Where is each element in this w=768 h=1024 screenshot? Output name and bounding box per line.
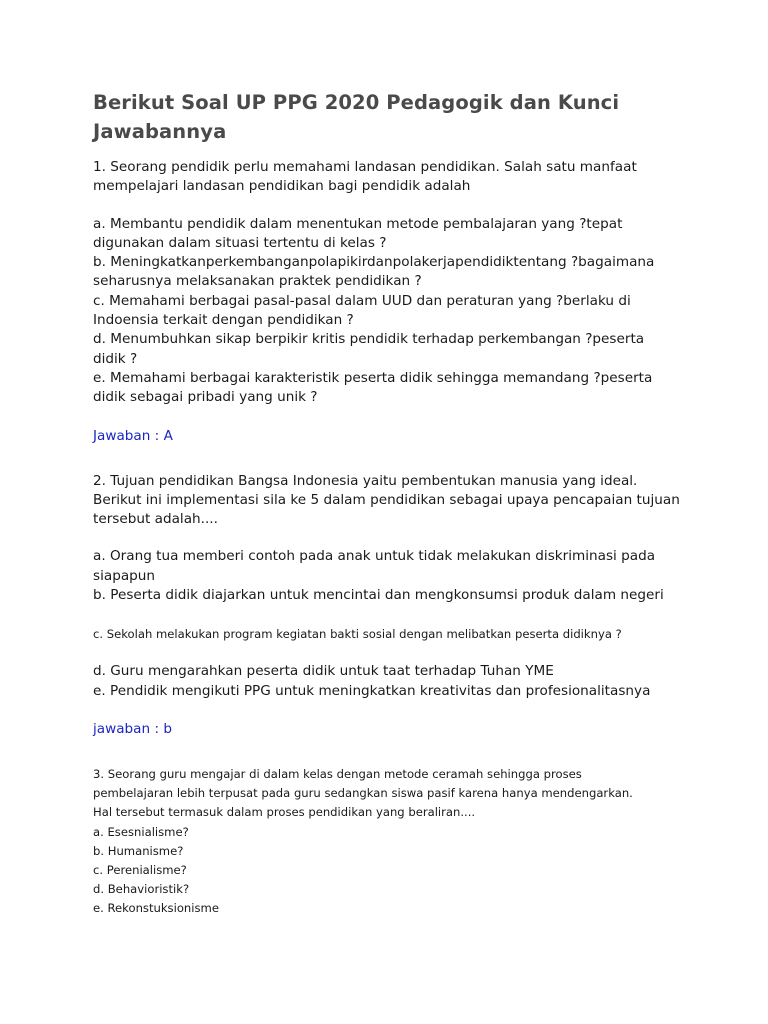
question-2-option-d: d. Guru mengarahkan peserta didik untuk taat terhadap Tuhan YME <box>93 663 554 680</box>
question-1-option-a: digunakan dalam situasi tertentu di kelas ? <box>93 234 387 251</box>
document-body <box>93 88 693 919</box>
question-1-option-c: c. Memahami berbagai pasal-pasal dalam UUD dan peraturan yang ?berlaku di <box>93 292 631 309</box>
question-1 <box>93 158 693 446</box>
question-3-option-d: d. Behavioristik? <box>93 882 190 897</box>
question-2-option-b: b. Peserta didik diajarkan untuk mencintai dan mengkonsumsi produk dalam negeri <box>93 587 664 604</box>
question-3-option-e: e. Rekonstuksionisme <box>93 901 219 916</box>
question-3-option-c: c. Perenialisme? <box>93 862 187 877</box>
title-line: Berikut Soal UP PPG 2020 Pedagogik dan Kunci <box>93 91 620 114</box>
page-title <box>93 88 693 146</box>
question-2-option-c: c. Sekolah melakukan program kegiatan bakti sosial dengan melibatkan peserta didiknya ? <box>93 627 622 642</box>
question-3-text: 3. Seorang guru mengajar di dalam kelas dengan metode ceramah sehingga proses <box>93 766 582 781</box>
question-3-text: Hal tersebut termasuk dalam proses pendidikan yang beraliran.... <box>93 805 476 820</box>
question-2-answer: jawaban : b <box>93 720 172 737</box>
question-1-text: mempelajari landasan pendidikan bagi pendidik adalah <box>93 178 471 195</box>
question-1-option-a: a. Membantu pendidik dalam menentukan metode pembalajaran yang ?tepat <box>93 215 623 232</box>
question-2-option-a: a. Orang tua memberi contoh pada anak untuk tidak melakukan diskriminasi pada <box>93 548 656 565</box>
question-1-text: 1. Seorang pendidik perlu memahami landasan pendidikan. Salah satu manfaat <box>93 159 637 175</box>
question-1-option-e: e. Memahami berbagai karakteristik peserta didik sehingga memandang ?peserta <box>93 369 653 386</box>
question-1-option-e: didik sebagai pribadi yang unik ? <box>93 389 318 406</box>
question-1-option-b: seharusnya melaksanakan praktek pendidikan ? <box>93 273 422 290</box>
question-3 <box>93 765 693 919</box>
question-2-text: 2. Tujuan pendidikan Bangsa Indonesia yaitu pembentukan manusia yang ideal. <box>93 472 638 489</box>
question-3-option-b: b. Humanisme? <box>93 843 184 858</box>
question-2 <box>93 472 693 739</box>
question-1-option-b: b. Meningkatkanperkembanganpolapikirdanpolakerjapendidiktentang ?bagaimana <box>93 254 655 271</box>
question-2-option-e: e. Pendidik mengikuti PPG untuk meningkatkan kreativitas dan profesionalitasnya <box>93 682 651 699</box>
question-1-option-c: Indoensia terkait dengan pendidikan ? <box>93 312 354 329</box>
question-1-option-d: didik ? <box>93 350 138 367</box>
question-2-text: tersebut adalah.... <box>93 511 218 528</box>
question-2-option-a: siapapun <box>93 567 156 584</box>
question-1-option-d: d. Menumbuhkan sikap berpikir kritis pendidik terhadap perkembangan ?peserta <box>93 331 645 348</box>
question-1-answer: Jawaban : A <box>93 427 173 444</box>
question-3-option-a: a. Esesnialisme? <box>93 824 189 839</box>
title-line: Jawabannya <box>93 120 227 143</box>
question-3-text: pembelajaran lebih terpusat pada guru sedangkan siswa pasif karena hanya mendengarkan. <box>93 786 633 801</box>
question-2-text: Berikut ini implementasi sila ke 5 dalam pendidikan sebagai upaya pencapaian tujuan <box>93 491 680 508</box>
